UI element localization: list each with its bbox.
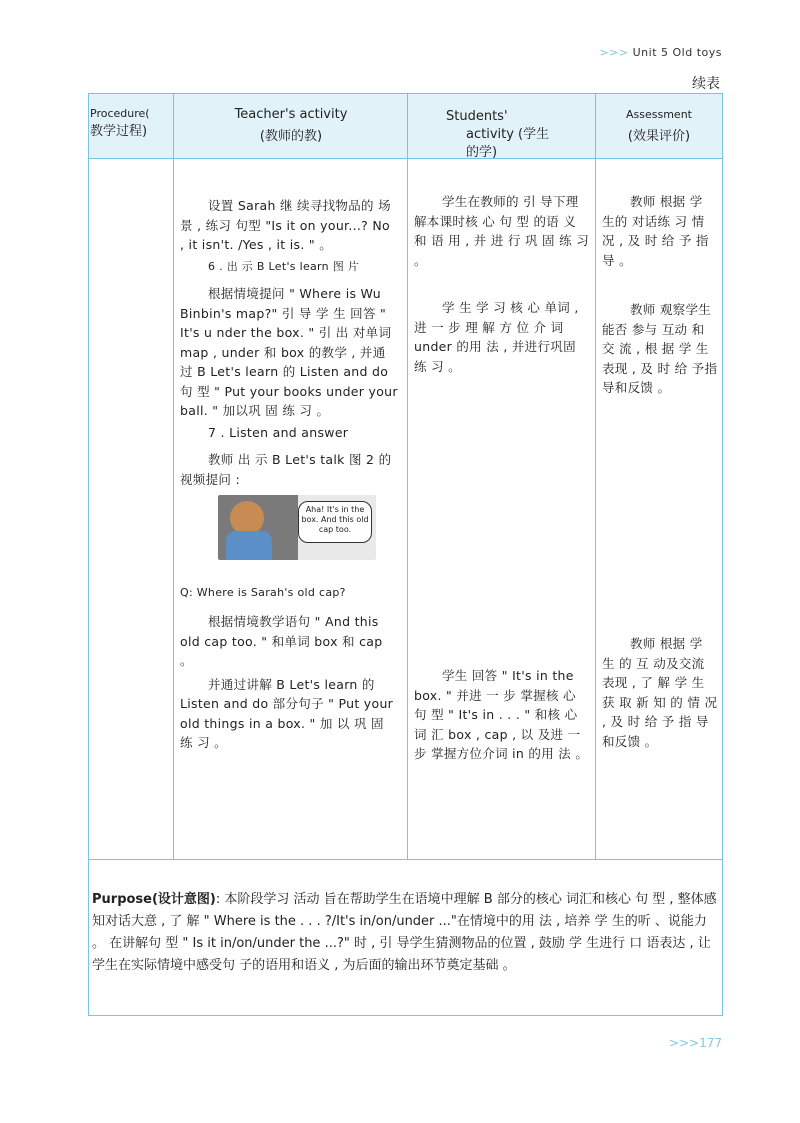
students-text: 学生 回答 " It's in the box. " 并进 一 步 掌握核 心 句 型 " It's in . . . " 和核 心 词 汇 box , cap , 以 及进 一 步 掌握方位介词 in 的用 法 。 [414, 668, 589, 761]
sarah-figure [230, 501, 264, 535]
column-divider [595, 94, 596, 859]
teacher-header-en: Teacher's activity [234, 107, 348, 122]
teacher-paragraph: 根据情境提问 " Where is Wu Binbin's map?" 引 导 学 生 回答 " It's u nder the box. " 引 出 对单词 map , under 和 box 的教学 , 并通 过 B Let's learn 的 Listen and do 句 型 " Put your books under your ball. " 加以巩 固 练 习 。 [180, 286, 398, 418]
assessment-header [596, 106, 722, 146]
students-paragraph [414, 666, 590, 764]
running-header [599, 46, 722, 59]
students-text: 学 生 学 习 核 心 单词 , 进 一 步 理 解 方 位 介 词 under 的用 法 , 并进行巩固 练 习 。 [414, 300, 579, 374]
students-text: 学生在教师的 引 导下理解本课时核 心 句 型 的语 义 和 语 用 , 并 进 行 巩 固 练 习 。 [414, 194, 590, 268]
teacher-column [180, 196, 398, 489]
teacher-column-lower [180, 612, 398, 753]
students-paragraph [414, 298, 590, 376]
assessment-header-en: Assessment [626, 108, 692, 121]
speech-bubble: Aha! It's in the box. And this old cap too. [298, 501, 372, 543]
row-divider [89, 158, 722, 159]
procedure-header [90, 105, 172, 141]
teacher-header [174, 106, 408, 146]
assessment-paragraph [602, 192, 718, 270]
assessment-text: 教师 根据 学 生 的 互 动及交流 表现 , 了 解 学 生 获 取 新 知 的 情 况 , 及 时 给 予 指 导和反馈 。 [602, 636, 718, 749]
column-divider [407, 94, 408, 859]
assessment-header-cn: (效果评价) [627, 129, 691, 144]
procedure-header-cn: 教学过程) [90, 124, 148, 139]
assessment-text: 教师 观察学生能否 参与 互动 和 交 流 , 根 据 学 生 表现 , 及 时 给 予指导和反馈 。 [602, 302, 718, 395]
students-paragraph [414, 192, 590, 270]
teacher-paragraph: 教师 出 示 B Let's talk 图 2 的视频提问 : [180, 452, 392, 487]
continued-label: 续表 [692, 76, 720, 92]
assessment-paragraph [602, 634, 718, 751]
teacher-question: Q: Where is Sarah's old cap? [180, 586, 346, 599]
students-header-line2: activity (学生 [466, 127, 550, 142]
students-header-line3: 的学) [466, 145, 498, 160]
students-header [408, 108, 596, 162]
header-arrows: >>> [599, 46, 629, 59]
teacher-header-cn: (教师的教) [259, 129, 323, 144]
header-title: Unit 5 Old toys [632, 46, 722, 59]
row-divider [89, 859, 722, 860]
students-header-en: Students' [446, 109, 508, 124]
teacher-step-7: 7 . Listen and answer [208, 424, 349, 440]
purpose-text: : 本阶段学习 活动 旨在帮助学生在语境中理解 B 部分的核心 词汇和核心 句 型 , 整体感知对话大意 , 了 解 " Where is the . . . ?/It's in/on/under ..."在情境中的用 法 , 培养 学 生的听 、说能力 。 在讲解句 型 " Is it in/on/under the ...?" 时 , 引 导学生猜测物品的位置 , 鼓励 学 生进行 口 语表达 , 让学生在实际情境中感受句 子的语用和语义 , 为后面的输出环节奠定基础 。 [92, 892, 717, 973]
teacher-paragraph: 设置 Sarah 继 续寻找物品的 场景 , 练习 句型 "Is it on your...? No , it isn't. /Yes , it is. " 。 [180, 198, 391, 252]
procedure-header-en: Procedure( [90, 107, 150, 120]
teacher-paragraph: 并通过讲解 B Let's learn 的 Listen and do 部分句子 " Put your old things in a box. " 加 以 巩 固 练 习 。 [180, 676, 394, 750]
purpose-label: Purpose(设计意图) [92, 892, 216, 907]
page-number: >>>177 [668, 1036, 722, 1050]
teacher-step-6: 6 . 出 示 B Let's learn 图 片 [208, 259, 360, 273]
assessment-text: 教师 根据 学 生的 对话练 习 情 况 , 及 时 给 予 指导 。 [602, 194, 709, 268]
teacher-paragraph: 根据情境教学语句 " And this old cap too. " 和单词 box 和 cap 。 [180, 614, 383, 668]
video-still-image [218, 495, 376, 560]
sarah-body [226, 531, 272, 560]
assessment-paragraph [602, 300, 718, 398]
column-divider [173, 94, 174, 859]
purpose-section [92, 889, 720, 977]
